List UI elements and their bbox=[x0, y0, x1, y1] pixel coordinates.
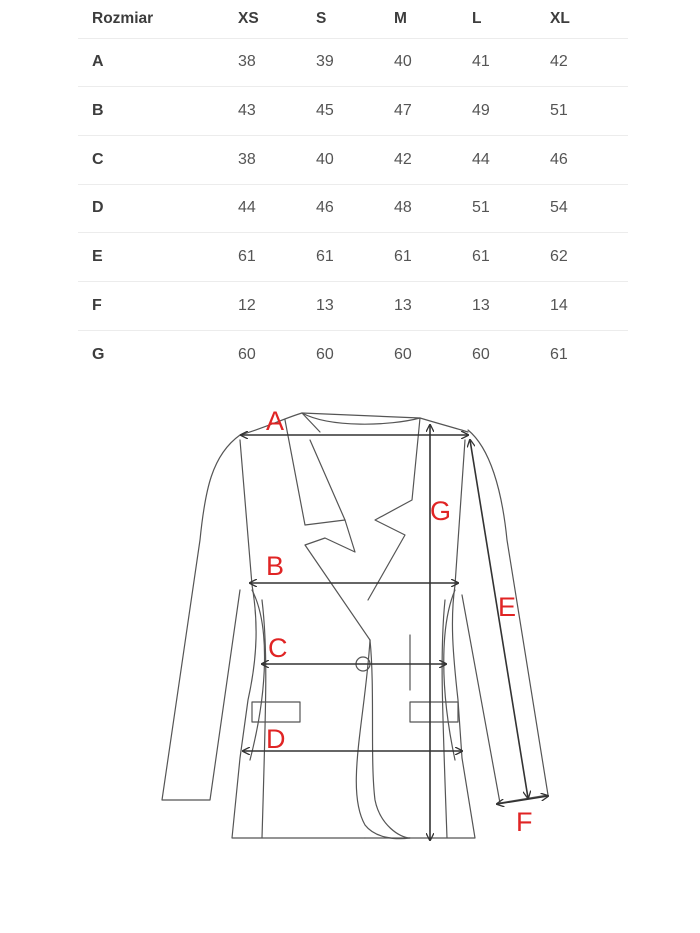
left-body bbox=[232, 440, 365, 838]
table-cell: 61 bbox=[394, 233, 472, 282]
table-cell: 43 bbox=[238, 87, 316, 136]
table-cell: 47 bbox=[394, 87, 472, 136]
table-cell: 44 bbox=[472, 135, 550, 184]
left-sleeve bbox=[162, 435, 240, 800]
table-cell: 61 bbox=[238, 233, 316, 282]
collar bbox=[302, 413, 420, 600]
front-opening bbox=[370, 640, 410, 838]
size-header-xl: XL bbox=[550, 0, 628, 38]
table-cell: 46 bbox=[550, 135, 628, 184]
table-cell: 49 bbox=[472, 87, 550, 136]
front-hem-curve bbox=[356, 640, 410, 839]
blazer-measurement-diagram bbox=[0, 380, 700, 900]
table-row bbox=[78, 233, 628, 282]
table-cell: 13 bbox=[316, 281, 394, 330]
table-cell: 39 bbox=[316, 38, 394, 87]
table-cell: 48 bbox=[394, 184, 472, 233]
left-lapel bbox=[285, 420, 370, 640]
table-cell: 62 bbox=[550, 233, 628, 282]
table-cell: 12 bbox=[238, 281, 316, 330]
table-cell: 38 bbox=[238, 135, 316, 184]
table-cell: 60 bbox=[394, 345, 412, 363]
table-cell: 61 bbox=[316, 233, 394, 282]
size-chart-table bbox=[78, 0, 628, 379]
row-label: E bbox=[78, 233, 238, 282]
table-cell: 61 bbox=[472, 233, 550, 282]
label-c: C bbox=[268, 633, 288, 663]
table-cell: 45 bbox=[316, 87, 394, 136]
table-cell: 46 bbox=[316, 184, 394, 233]
size-header-l: L bbox=[472, 0, 550, 38]
size-header-s: S bbox=[316, 0, 394, 38]
row-label: F bbox=[78, 281, 238, 330]
row-label: C bbox=[78, 135, 238, 184]
table-cell: 54 bbox=[550, 184, 628, 233]
table-cell: 60 bbox=[472, 345, 490, 363]
right-body bbox=[365, 440, 475, 838]
size-header-xs: XS bbox=[238, 0, 316, 38]
table-cell: 42 bbox=[394, 135, 472, 184]
row-label: D bbox=[78, 184, 238, 233]
label-a: A bbox=[266, 406, 285, 436]
table-cell: 40 bbox=[316, 135, 394, 184]
table-cell: 41 bbox=[472, 38, 550, 87]
label-e: E bbox=[498, 592, 517, 622]
row-label: A bbox=[78, 38, 238, 87]
right-pocket-flap bbox=[410, 702, 458, 722]
table-row bbox=[78, 87, 628, 136]
lapel-inner bbox=[302, 413, 345, 520]
table-cell: 13 bbox=[394, 281, 472, 330]
label-g: G bbox=[430, 496, 452, 526]
table-row bbox=[78, 184, 628, 233]
row-label: B bbox=[78, 87, 238, 136]
table-cell: 13 bbox=[472, 281, 550, 330]
table-cell: 51 bbox=[472, 184, 550, 233]
table-cell: 14 bbox=[550, 281, 628, 330]
blazer-outline bbox=[162, 413, 548, 839]
table-cell: 60 bbox=[238, 345, 256, 363]
measurement-labels bbox=[266, 406, 533, 837]
table-row bbox=[78, 281, 628, 330]
row-label: G bbox=[92, 345, 105, 363]
table-row bbox=[78, 38, 628, 87]
size-header-corner: Rozmiar bbox=[78, 0, 238, 38]
table-cell: 38 bbox=[238, 38, 316, 87]
size-header-m: M bbox=[394, 0, 472, 38]
size-header-row bbox=[78, 0, 628, 38]
measure-line-f bbox=[497, 796, 548, 804]
table-cell: 61 bbox=[550, 345, 568, 363]
table-cell: 60 bbox=[316, 345, 334, 363]
table-cell: 42 bbox=[550, 38, 628, 87]
table-row bbox=[78, 330, 628, 379]
label-d: D bbox=[266, 724, 286, 754]
table-row bbox=[78, 135, 628, 184]
right-princess-seam bbox=[444, 590, 455, 760]
table-cell: 44 bbox=[238, 184, 316, 233]
label-b: B bbox=[266, 551, 285, 581]
label-f: F bbox=[516, 807, 533, 837]
table-cell: 51 bbox=[550, 87, 628, 136]
table-cell: 40 bbox=[394, 38, 472, 87]
